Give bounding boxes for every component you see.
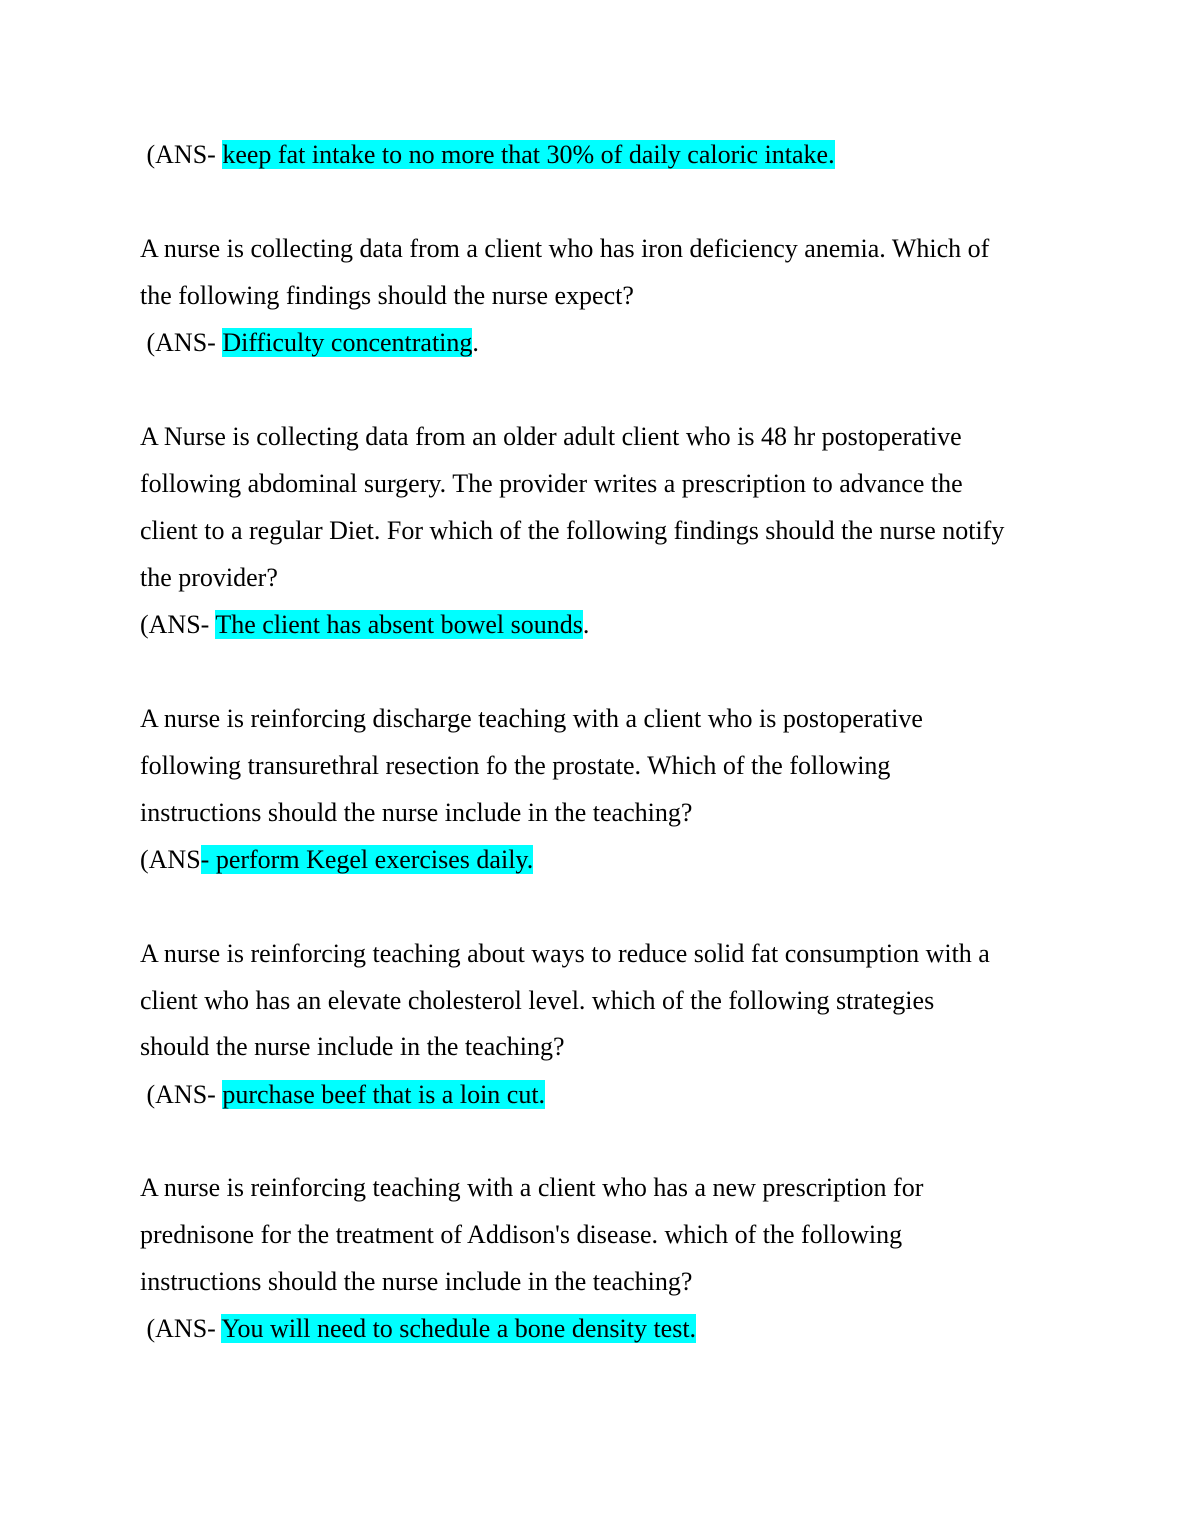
answer-prefix: (ANS- — [140, 328, 223, 357]
question-line: following abdominal surgery. The provider writes a prescription to advance the — [140, 469, 963, 498]
question-line: prednisone for the treatment of Addison's disease. which of the following — [140, 1220, 903, 1249]
answer-line — [140, 139, 835, 171]
answer-suffix: . — [582, 610, 590, 639]
answer-suffix: . — [472, 328, 479, 357]
answer-highlight: You will need to schedule a bone density test. — [221, 1314, 697, 1343]
answer-prefix: (ANS — [140, 845, 201, 874]
question-line: A nurse is reinforcing discharge teaching with a client who is postoperative — [140, 704, 923, 733]
question-line: the provider? — [140, 563, 278, 592]
answer-highlight: purchase beef that is a loin cut. — [222, 1080, 546, 1109]
question-line: client to a regular Diet. For which of the following findings should the nurse notify — [140, 516, 1005, 545]
answer-line — [140, 1313, 696, 1345]
answer-highlight: Difficulty concentrating — [222, 328, 473, 357]
question-line: instructions should the nurse include in the teaching? — [140, 798, 693, 827]
question-line: the following findings should the nurse expect? — [140, 281, 634, 310]
question-line: client who has an elevate cholesterol level. which of the following strategies — [140, 986, 935, 1015]
question-line: should the nurse include in the teaching? — [140, 1032, 565, 1061]
question-line: A nurse is reinforcing teaching with a client who has a new prescription for — [140, 1173, 924, 1202]
question-line: A nurse is reinforcing teaching about ways to reduce solid fat consumption with a — [140, 939, 990, 968]
answer-highlight: keep fat intake to no more that 30% of daily caloric intake. — [222, 140, 835, 169]
question-line: A nurse is collecting data from a client who has iron deficiency anemia. Which of — [140, 234, 990, 263]
question-line: A Nurse is collecting data from an older adult client who is 48 hr postoperative — [140, 422, 962, 451]
answer-line — [140, 1079, 545, 1111]
answer-prefix: (ANS- — [140, 1314, 222, 1343]
answer-prefix: (ANS- — [140, 140, 223, 169]
answer-prefix: (ANS- — [140, 610, 216, 639]
answer-line — [140, 844, 533, 876]
answer-prefix: (ANS- — [140, 1080, 223, 1109]
question-line: instructions should the nurse include in the teaching? — [140, 1267, 693, 1296]
answer-highlight: - perform Kegel exercises daily. — [200, 845, 534, 874]
answer-highlight: The client has absent bowel sounds — [215, 610, 583, 639]
answer-line — [140, 327, 479, 359]
answer-line — [140, 609, 589, 641]
question-line: following transurethral resection fo the prostate. Which of the following — [140, 751, 891, 780]
